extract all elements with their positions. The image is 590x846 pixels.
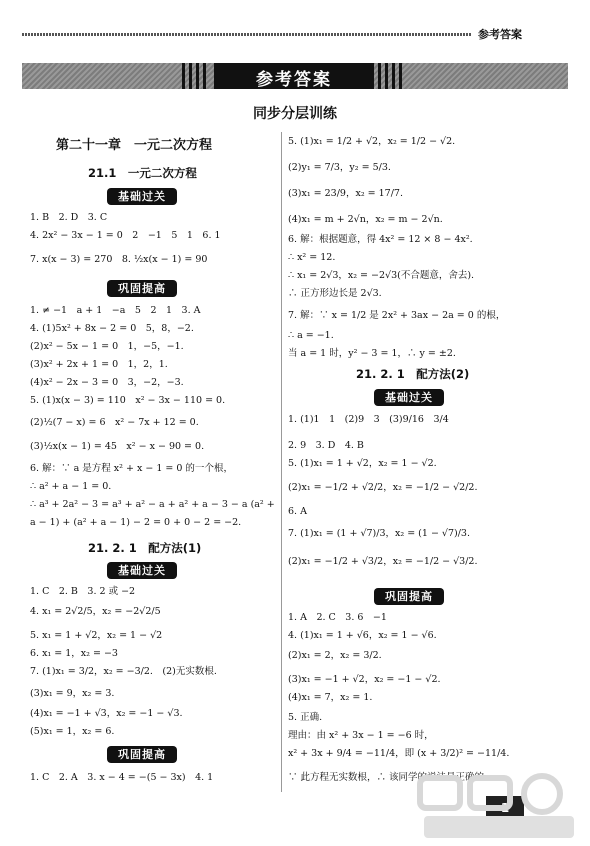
answer-line: (3)x² + 2x + 1 = 0 1，2，1.	[30, 359, 168, 370]
page-number: 1	[486, 796, 524, 820]
answer-line: 6. 解：∵ a 是方程 x² + x − 1 = 0 的一个根，	[30, 463, 233, 474]
section-title-21-2-1a: 21. 2. 1 配方法(1)	[88, 541, 202, 555]
answer-line: ∴ a³ + 2a² − 3 = a³ + a² − a + a² + a − 3 − a (a² +	[30, 499, 275, 510]
tag-consolidate: 巩固提高	[374, 588, 444, 605]
answer-line: 7. 解：∵ x = 1/2 是 2x² + 3ax − 2a = 0 的根，	[288, 310, 506, 321]
answer-line: ∵ 此方程无实数根，∴ 该同学的说法是正确的.	[288, 772, 488, 783]
answer-line: (4)x₁ = m + 2√n，x₂ = m − 2√n.	[288, 214, 443, 225]
answer-line: 4. x₁ = 2√2/5，x₂ = −2√2/5	[30, 606, 161, 617]
header-rule	[22, 33, 472, 36]
answer-line: a − 1) + (a² + a − 1) − 2 = 0 + 0 − 2 = −2.	[30, 517, 242, 528]
answer-line: (3)½x(x − 1) = 45 x² − x − 90 = 0.	[30, 441, 205, 452]
answer-line: 4. (1)x₁ = 1 + √6，x₂ = 1 − √6.	[288, 630, 437, 641]
answer-line: 2. 9 3. D 4. B	[288, 440, 364, 451]
answer-line: (4)x₁ = −1 + √3，x₂ = −1 − √3.	[30, 708, 183, 719]
section-title-21-1: 21.1 一元二次方程	[88, 166, 197, 180]
answer-line: ∴ x₁ = 2√3，x₂ = −2√3(不合题意，舍去).	[288, 270, 475, 281]
answer-line: ∴ x² = 12.	[288, 252, 336, 263]
page-subtitle: 同步分层训练	[253, 106, 337, 122]
tag-basic: 基础过关	[374, 389, 444, 406]
answer-line: 6. x₁ = 1，x₂ = −3	[30, 648, 118, 659]
tag-consolidate: 巩固提高	[107, 280, 177, 297]
answer-line: (3)x₁ = 9，x₂ = 3.	[30, 688, 115, 699]
answer-line: (2)x² − 5x − 1 = 0 1，−5，−1.	[30, 341, 184, 352]
answer-line: 理由：由 x² + 3x − 1 = −6 时，	[288, 730, 434, 741]
answer-line: 1. A 2. C 3. 6 −1	[288, 612, 387, 623]
answer-line: (5)x₁ = 1，x₂ = 6.	[30, 726, 115, 737]
answer-line: (3)x₁ = −1 + √2，x₂ = −1 − √2.	[288, 674, 441, 685]
header-label: 参考答案	[478, 28, 522, 41]
answer-line: ∴ a = −1.	[288, 330, 334, 341]
answer-line: 1. C 2. A 3. x − 4 = −(5 − 3x) 4. 1	[30, 772, 214, 783]
answer-line: (2)½(7 − x) = 6 x² − 7x + 12 = 0.	[30, 417, 199, 428]
answer-line: 7. (1)x₁ = 3/2，x₂ = −3/2. (2)无实数根.	[30, 666, 217, 677]
answer-line: 1. B 2. D 3. C	[30, 212, 108, 223]
tag-consolidate: 巩固提高	[107, 746, 177, 763]
answer-line: 6. 解：根据题意，得 4x² = 12 × 8 − 4x².	[288, 234, 473, 245]
title-banner	[22, 63, 568, 89]
answer-line: 当 a = 1 时，y² − 3 = 1，∴ y = ±2.	[288, 348, 456, 359]
chapter-title: 第二十一章 一元二次方程	[56, 138, 213, 153]
answer-line: 7. (1)x₁ = (1 + √7)/3，x₂ = (1 − √7)/3.	[288, 528, 470, 539]
answer-line: 4. 2x² − 3x − 1 = 0 2 −1 5 1 6. 1	[30, 230, 221, 241]
column-divider	[281, 132, 282, 792]
answer-line: ∴ 正方形边长是 2√3.	[288, 288, 382, 299]
tag-basic: 基础过关	[107, 188, 177, 205]
answer-line: (2)x₁ = 2，x₂ = 3/2.	[288, 650, 382, 661]
answer-line: 7. x(x − 3) = 270 8. ½x(x − 1) = 90	[30, 254, 208, 265]
answer-line: (3)x₁ = 23/9，x₂ = 17/7.	[288, 188, 403, 199]
answer-line: 1. C 2. B 3. 2 或 −2	[30, 586, 136, 597]
answer-line: 1. (1)1 1 (2)9 3 (3)9/16 3/4	[288, 414, 449, 425]
section-title-21-2-1b: 21. 2. 1 配方法(2)	[356, 367, 470, 381]
answer-line: (2)y₁ = 7/3，y₂ = 5/3.	[288, 162, 391, 173]
answer-line: ∴ a² + a − 1 = 0.	[30, 481, 112, 492]
answer-line: 5. (1)x(x − 3) = 110 x² − 3x − 110 = 0.	[30, 395, 226, 406]
answer-line: (2)x₁ = −1/2 + √3/2，x₂ = −1/2 − √3/2.	[288, 556, 478, 567]
answer-line: (2)x₁ = −1/2 + √2/2，x₂ = −1/2 − √2/2.	[288, 482, 478, 493]
answer-line: 5. 正确.	[288, 712, 323, 723]
answer-line: 5. (1)x₁ = 1 + √2，x₂ = 1 − √2.	[288, 458, 437, 469]
tag-basic: 基础过关	[107, 562, 177, 579]
answer-line: (4)x₁ = 7，x₂ = 1.	[288, 692, 373, 703]
banner-title: 参考答案	[256, 70, 332, 90]
answer-line: 5. x₁ = 1 + √2，x₂ = 1 − √2	[30, 630, 163, 641]
banner-bars-left	[182, 63, 210, 89]
watermark-logo	[410, 770, 590, 846]
answer-line: x² + 3x + 9/4 = −11/4，即 (x + 3/2)² = −11/4.	[288, 748, 510, 759]
answer-line: (4)x² − 2x − 3 = 0 3，−2，−3.	[30, 377, 184, 388]
answer-line: 5. (1)x₁ = 1/2 + √2，x₂ = 1/2 − √2.	[288, 136, 456, 147]
answer-line: 6. A	[288, 506, 307, 517]
answer-line: 4. (1)5x² + 8x − 2 = 0 5，8，−2.	[30, 323, 194, 334]
banner-bars-right	[378, 63, 406, 89]
answer-line: 1. ≠ −1 a + 1 −a 5 2 1 3. A	[30, 305, 201, 316]
